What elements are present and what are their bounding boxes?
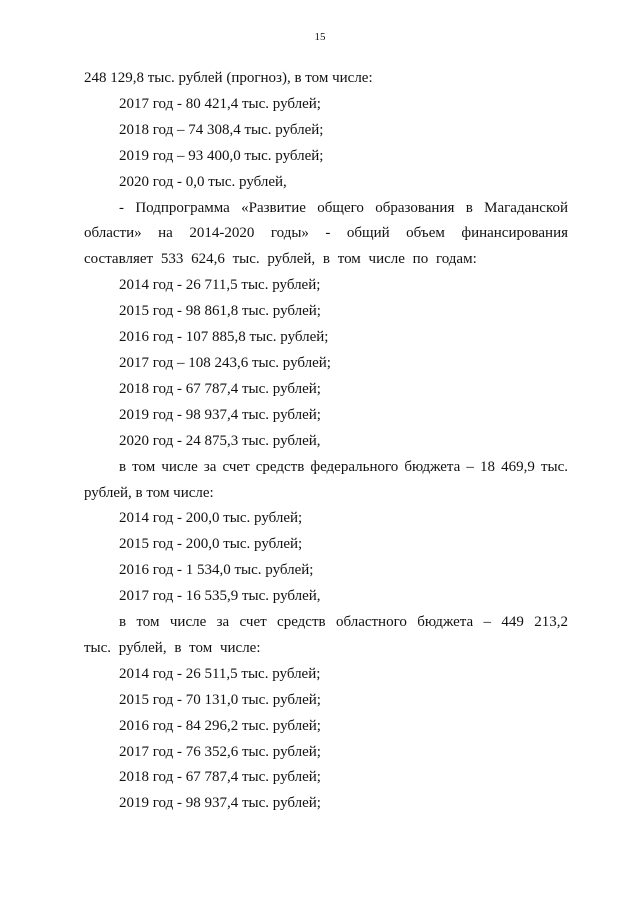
- federal-budget-paragraph: в том числе за счет средств федерального бюджета – 18 469,9 тыс. рублей, в том числе:: [84, 458, 568, 501]
- text-line: 248 129,8 тыс. рублей (прогноз), в том числе:: [84, 70, 373, 86]
- year-line: 2017 год - 16 535,9 тыс. рублей,: [119, 588, 321, 605]
- year-line: 2017 год – 108 243,6 тыс. рублей;: [119, 354, 331, 371]
- subprogram-paragraph: - Подпрограмма «Развитие общего образования в Магаданской области» на 2014-2020 годы» - общий объем финансирования составляет 533 624,6 тыс. рублей, в том числе по годам:: [84, 199, 568, 268]
- year-line: 2020 год - 24 875,3 тыс. рублей,: [119, 432, 321, 449]
- text-line: 2018 год – 74 308,4 тыс. рублей;: [119, 121, 324, 138]
- year-line: 2018 год - 67 787,4 тыс. рублей;: [119, 380, 321, 397]
- year-line: 2016 год - 107 885,8 тыс. рублей;: [119, 329, 329, 346]
- year-line: 2014 год - 200,0 тыс. рублей;: [119, 510, 303, 527]
- document-body: [84, 66, 568, 817]
- text-line: 2019 год – 93 400,0 тыс. рублей;: [119, 147, 324, 164]
- year-line: 2014 год - 26 511,5 тыс. рублей;: [119, 665, 321, 682]
- year-line: 2015 год - 200,0 тыс. рублей;: [119, 536, 303, 553]
- text-line: 2017 год - 80 421,4 тыс. рублей;: [119, 95, 321, 112]
- year-line: 2015 год - 70 131,0 тыс. рублей;: [119, 691, 321, 708]
- regional-budget-paragraph: в том числе за счет средств областного бюджета – 449 213,2 тыс. рублей, в том числе:: [84, 614, 568, 656]
- year-line: 2016 год - 1 534,0 тыс. рублей;: [119, 562, 314, 579]
- year-line: 2017 год - 76 352,6 тыс. рублей;: [119, 743, 321, 760]
- page-number: 15: [314, 31, 326, 43]
- year-line: 2019 год - 98 937,4 тыс. рублей;: [119, 795, 321, 812]
- year-line: 2014 год - 26 711,5 тыс. рублей;: [119, 277, 321, 294]
- year-line: 2016 год - 84 296,2 тыс. рублей;: [119, 717, 321, 734]
- year-line: 2019 год - 98 937,4 тыс. рублей;: [119, 406, 321, 423]
- year-line: 2018 год - 67 787,4 тыс. рублей;: [119, 769, 321, 786]
- text-line: 2020 год - 0,0 тыс. рублей,: [119, 173, 287, 190]
- year-line: 2015 год - 98 861,8 тыс. рублей;: [119, 303, 321, 320]
